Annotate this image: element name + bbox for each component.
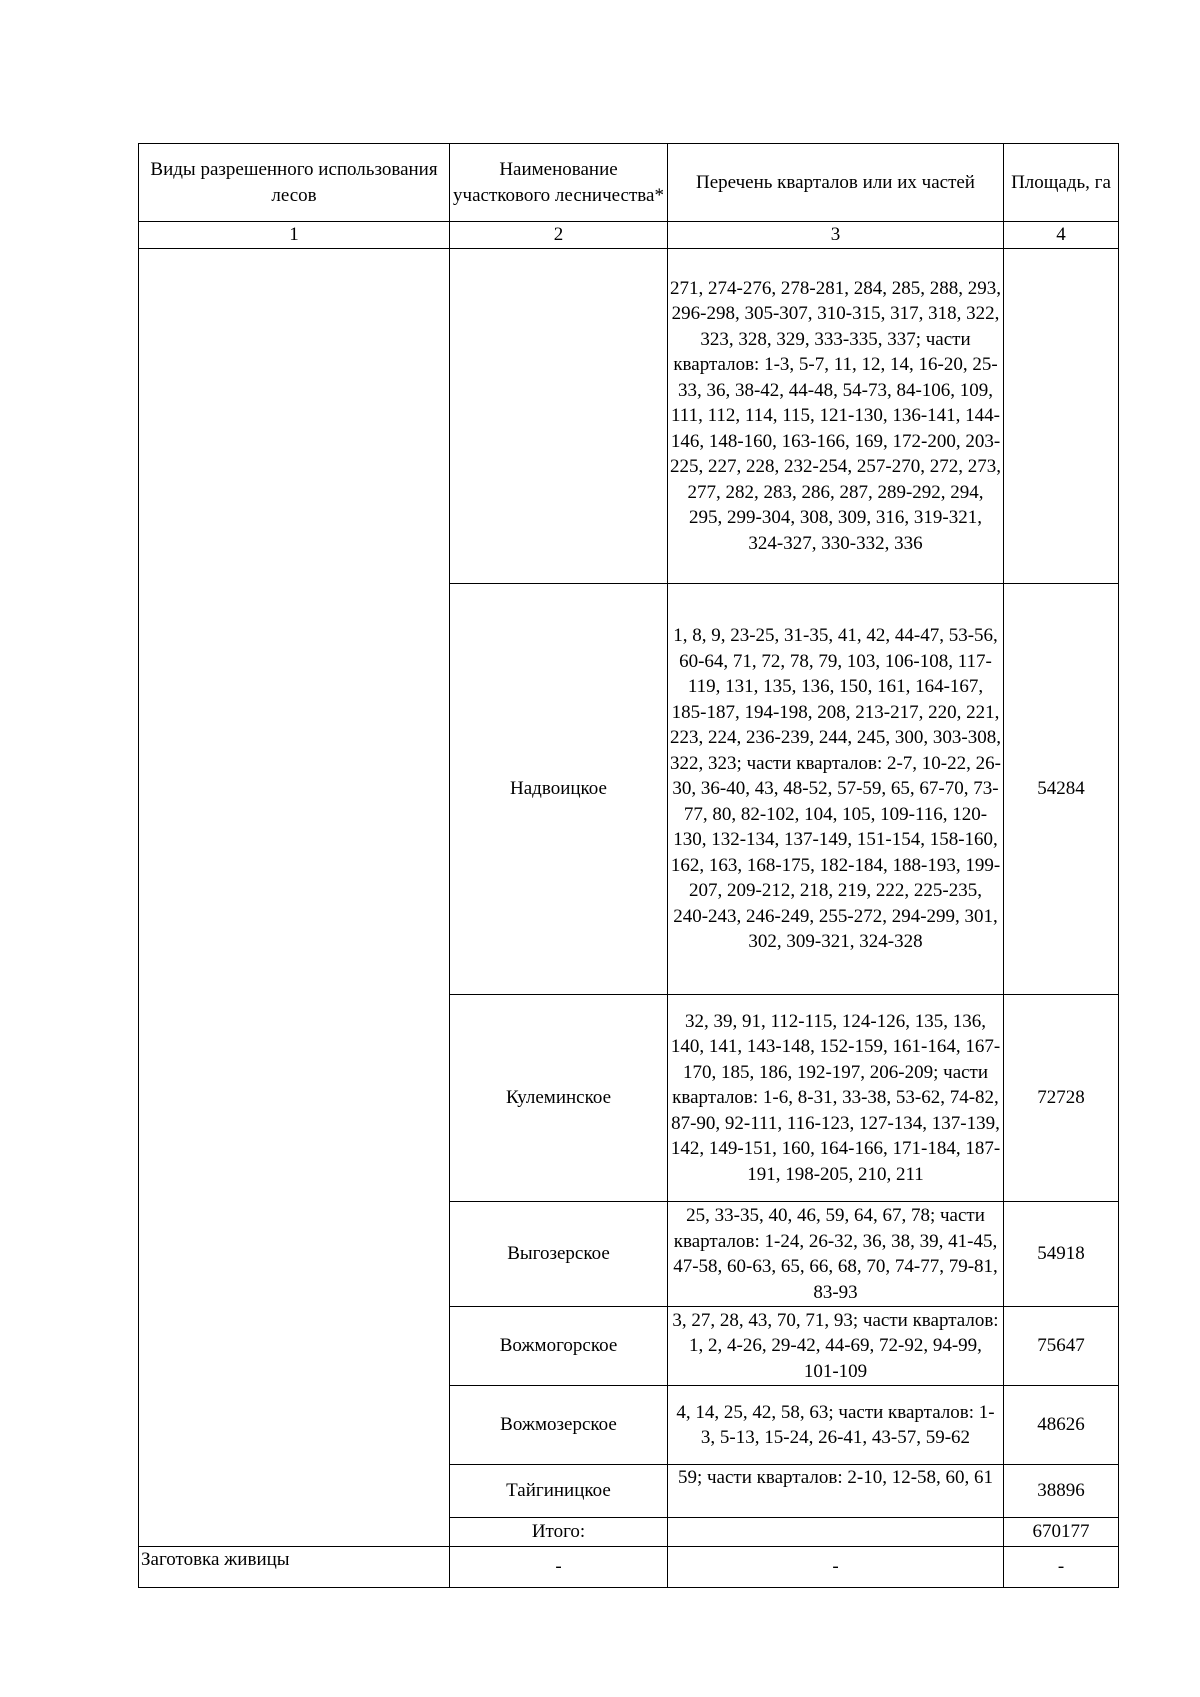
forest-use-table xyxy=(138,143,1119,1588)
resin-area: - xyxy=(1004,1547,1119,1588)
area-cell: 54918 xyxy=(1004,1202,1119,1307)
column-number-1: 1 xyxy=(139,222,450,249)
header-use-type: Виды разрешенного использования лесов xyxy=(139,144,450,222)
header-quarters-list: Перечень кварталов или их частей xyxy=(668,144,1004,222)
forestry-name-cell: Вожмозерское xyxy=(450,1386,668,1465)
header-forestry-name: Наименование участкового лесничества* xyxy=(450,144,668,222)
resin-forestry-name: - xyxy=(450,1547,668,1588)
forestry-name-cell: Кулеминское xyxy=(450,995,668,1202)
quarters-cell: 271, 274-276, 278-281, 284, 285, 288, 293, 296-298, 305-307, 310-315, 317, 318, 322, 323, 328, 329, 333-335, 337; части кварталов: 1-3, 5-7, 11, 12, 14, 16-20, 25-33, 36, 38-42, 44-48, 54-73, 84-106, 109, 111, 112, 114, 115, 121-130, 136-141, 144-146, 148-160, 163-166, 169, 172-200, 203-225, 227, 228, 232-254, 257-270, 272, 273, 277, 282, 283, 286, 287, 289-292, 294, 295, 299-304, 308, 309, 316, 319-321, 324-327, 330-332, 336 xyxy=(668,249,1004,584)
forestry-name-cell: Надвоицкое xyxy=(450,584,668,995)
total-area: 670177 xyxy=(1004,1518,1119,1547)
total-quarters xyxy=(668,1518,1004,1547)
column-number-row xyxy=(139,222,1119,249)
area-cell: 75647 xyxy=(1004,1307,1119,1386)
use-type-cell xyxy=(139,249,450,1547)
forestry-name-cell: Вожмогорское xyxy=(450,1307,668,1386)
area-cell: 72728 xyxy=(1004,995,1119,1202)
header-area: Площадь, га xyxy=(1004,144,1119,222)
quarters-cell: 4, 14, 25, 42, 58, 63; части кварталов: 1-3, 5-13, 15-24, 26-41, 43-57, 59-62 xyxy=(668,1386,1004,1465)
quarters-cell: 25, 33-35, 40, 46, 59, 64, 67, 78; части кварталов: 1-24, 26-32, 36, 38, 39, 41-45, 47-58, 60-63, 65, 66, 68, 70, 74-77, 79-81, 83-93 xyxy=(668,1202,1004,1307)
column-number-4: 4 xyxy=(1004,222,1119,249)
area-cell: 38896 xyxy=(1004,1465,1119,1518)
quarters-cell: 59; части кварталов: 2-10, 12-58, 60, 61 xyxy=(668,1465,1004,1518)
resin-row xyxy=(139,1547,1119,1588)
resin-use-type: Заготовка живицы xyxy=(139,1547,450,1588)
area-cell xyxy=(1004,249,1119,584)
table-row xyxy=(139,249,1119,584)
header-row xyxy=(139,144,1119,222)
total-label: Итого: xyxy=(450,1518,668,1547)
column-number-2: 2 xyxy=(450,222,668,249)
forestry-name-cell: Выгозерское xyxy=(450,1202,668,1307)
area-cell: 54284 xyxy=(1004,584,1119,995)
quarters-cell: 32, 39, 91, 112-115, 124-126, 135, 136, 140, 141, 143-148, 152-159, 161-164, 167-170, 185, 186, 192-197, 206-209; части кварталов: 1-6, 8-31, 33-38, 53-62, 74-82, 87-90, 92-111, 116-123, 127-134, 137-139, 142, 149-151, 160, 164-166, 171-184, 187-191, 198-205, 210, 211 xyxy=(668,995,1004,1202)
area-cell: 48626 xyxy=(1004,1386,1119,1465)
quarters-cell: 3, 27, 28, 43, 70, 71, 93; части кварталов: 1, 2, 4-26, 29-42, 44-69, 72-92, 94-99, 101-109 xyxy=(668,1307,1004,1386)
resin-quarters: - xyxy=(668,1547,1004,1588)
column-number-3: 3 xyxy=(668,222,1004,249)
quarters-cell: 1, 8, 9, 23-25, 31-35, 41, 42, 44-47, 53-56, 60-64, 71, 72, 78, 79, 103, 106-108, 117-119, 131, 135, 136, 150, 161, 164-167, 185-187, 194-198, 208, 213-217, 220, 221, 223, 224, 236-239, 244, 245, 300, 303-308, 322, 323; части кварталов: 2-7, 10-22, 26-30, 36-40, 43, 48-52, 57-59, 65, 67-70, 73-77, 80, 82-102, 104, 105, 109-116, 120-130, 132-134, 137-149, 151-154, 158-160, 162, 163, 168-175, 182-184, 188-193, 199-207, 209-212, 218, 219, 222, 225-235, 240-243, 246-249, 255-272, 294-299, 301, 302, 309-321, 324-328 xyxy=(668,584,1004,995)
forestry-name-cell: Тайгиницкое xyxy=(450,1465,668,1518)
forestry-name-cell xyxy=(450,249,668,584)
